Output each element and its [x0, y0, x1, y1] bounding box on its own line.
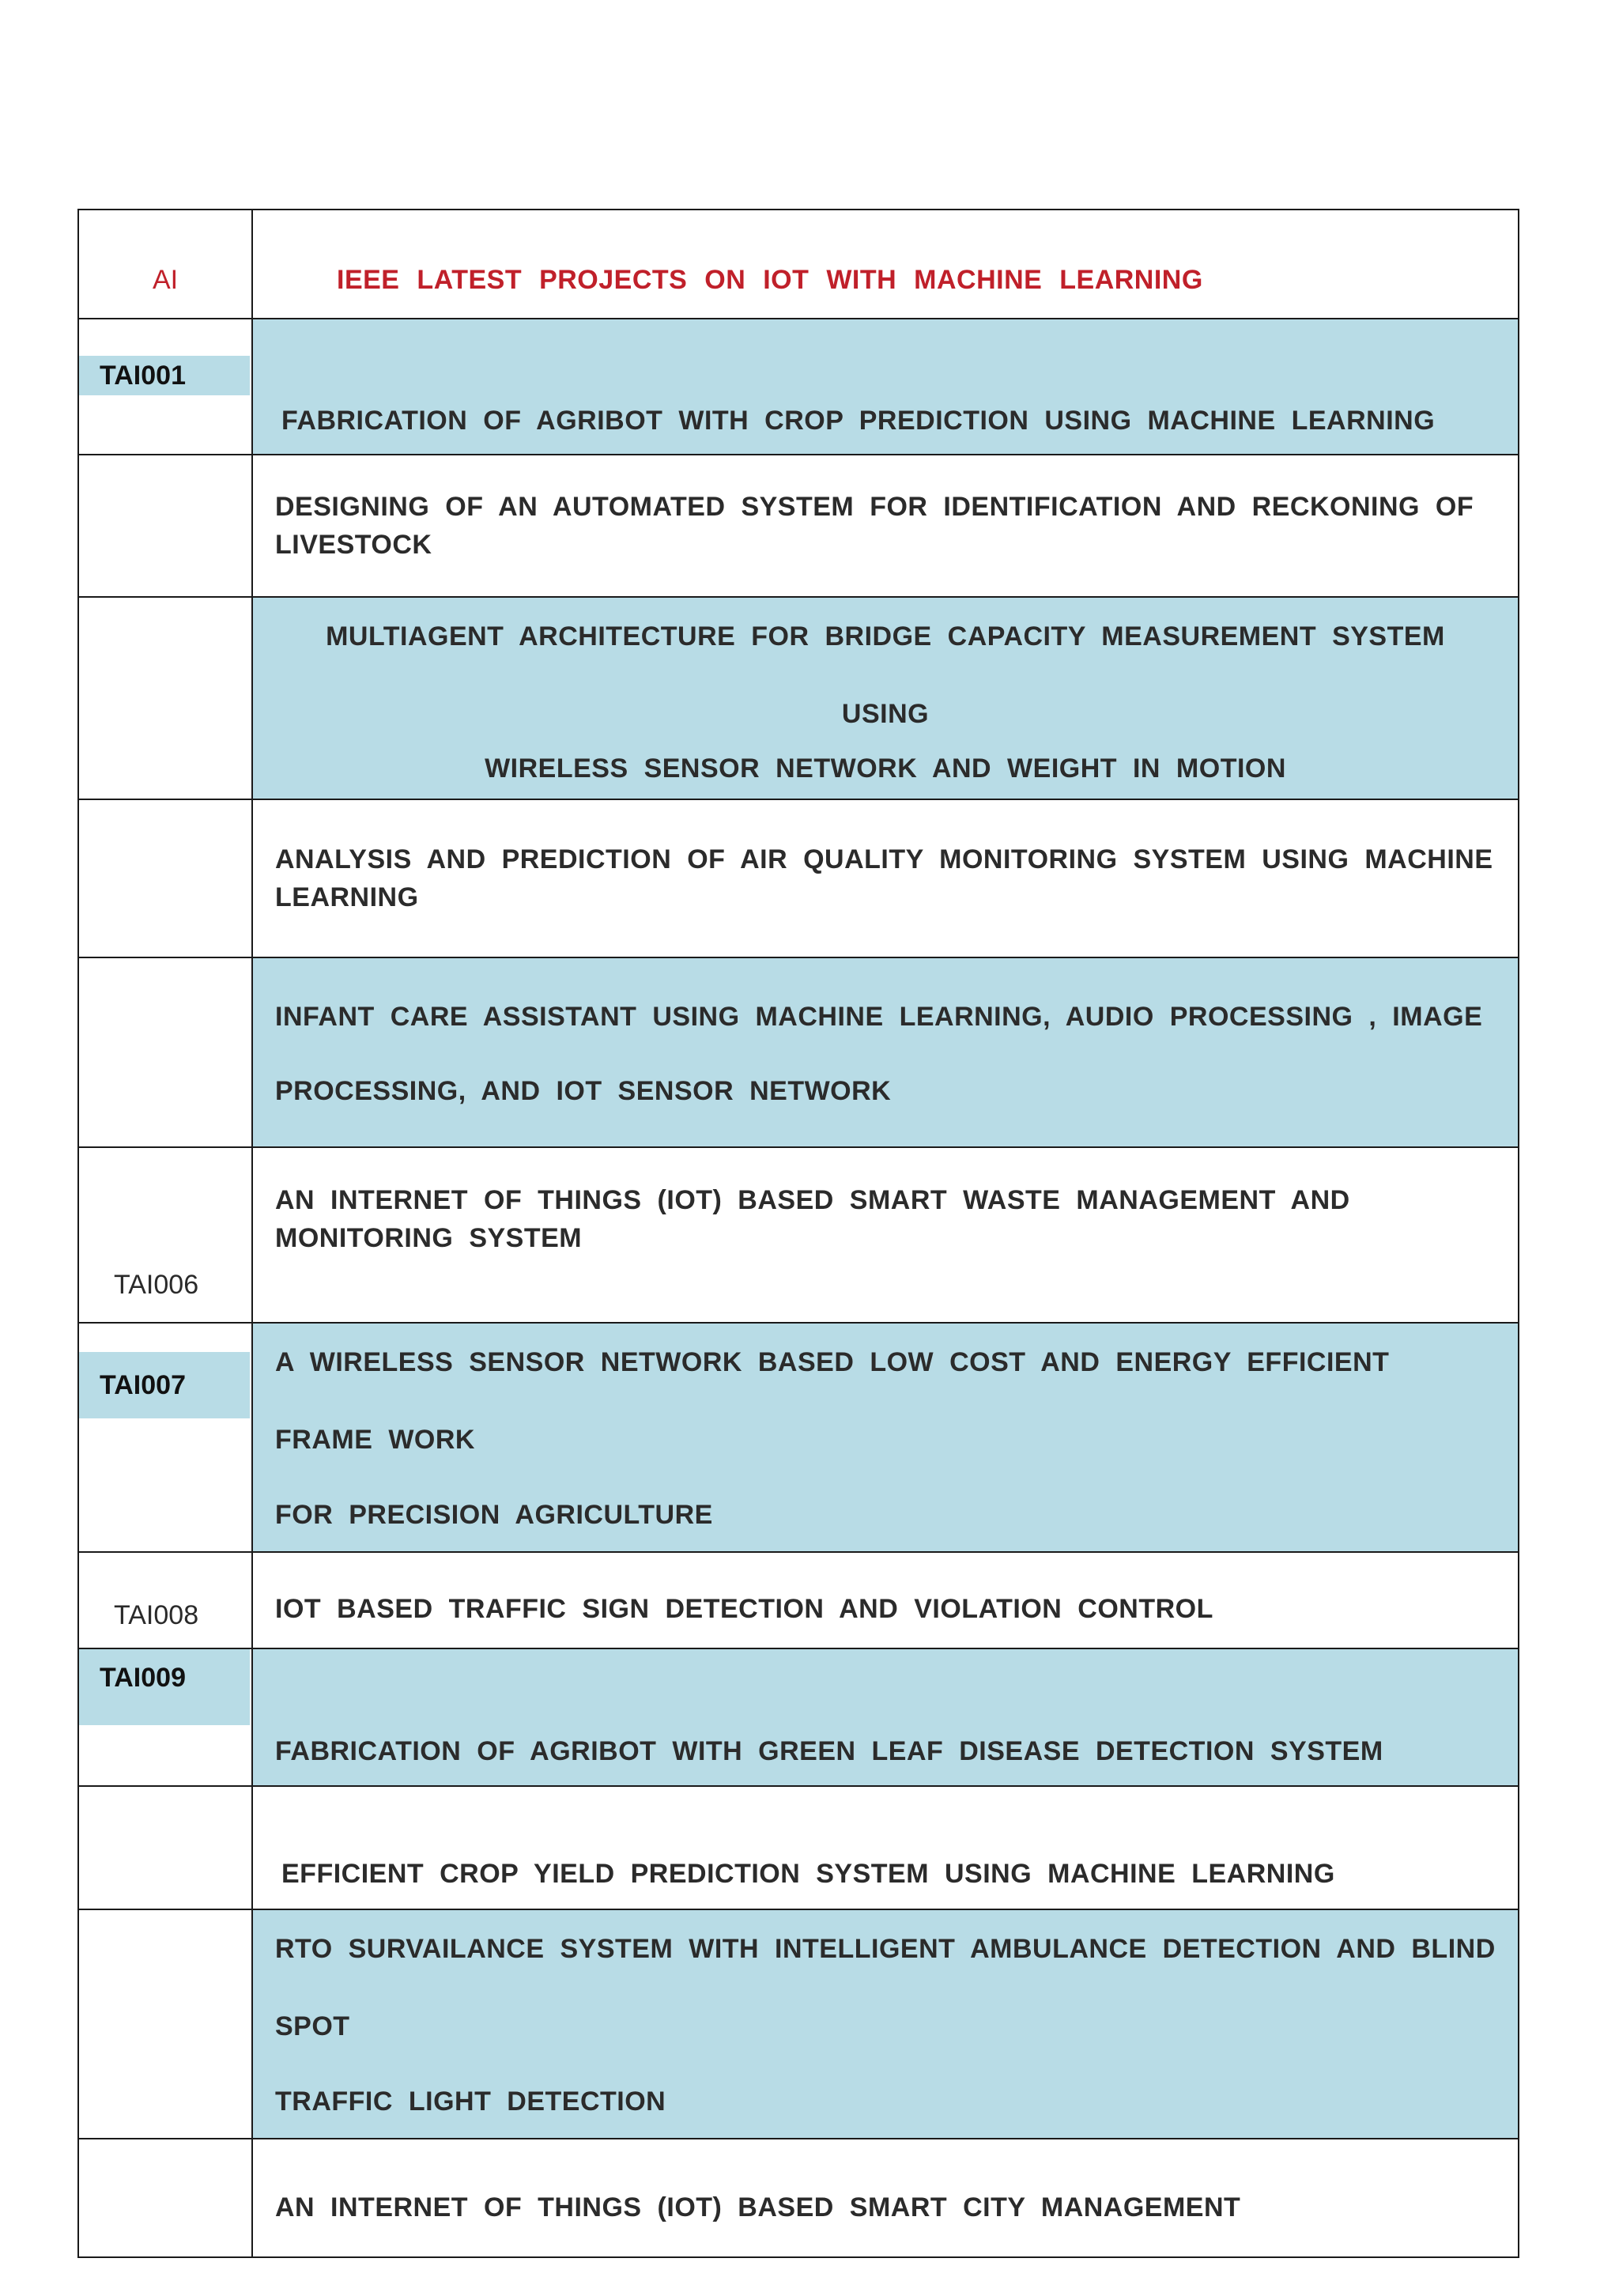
header-title-cell: [252, 210, 1519, 319]
project-id-cell: [78, 799, 252, 957]
table-row: [78, 455, 1519, 597]
project-id-cell: [78, 1147, 252, 1323]
header-category: AI: [152, 264, 179, 295]
project-id: TAI009: [79, 1649, 250, 1725]
project-title-line-1: MULTIAGENT ARCHITECTURE FOR BRIDGE CAPACITY MEASUREMENT SYSTEM USING: [326, 621, 1445, 729]
project-title-cell: [252, 2139, 1519, 2257]
header-title: IEEE LATEST PROJECTS ON IOT WITH MACHINE LEARNING: [337, 264, 1203, 295]
project-title-line-1: INFANT CARE ASSISTANT USING MACHINE LEARNING, AUDIO PROCESSING , IMAGE: [275, 1002, 1483, 1032]
project-title-line-1: A WIRELESS SENSOR NETWORK BASED LOW COST AND ENERGY EFFICIENT FRAME WORK: [275, 1347, 1390, 1455]
project-title: AN INTERNET OF THINGS (IOT) BASED SMART WASTE MANAGEMENT AND MONITORING SYSTEM: [275, 1185, 1350, 1253]
project-title-cell: [252, 319, 1519, 455]
project-title: EFFICIENT CROP YIELD PREDICTION SYSTEM USING MACHINE LEARNING: [281, 1859, 1335, 1889]
project-id-cell: [78, 455, 252, 597]
table-row: [78, 1786, 1519, 1909]
project-title-cell: [252, 1648, 1519, 1786]
project-title-line-2: WIRELESS SENSOR NETWORK AND WEIGHT IN MOTION: [485, 753, 1286, 784]
project-title-cell: [252, 455, 1519, 597]
table-row: [78, 1552, 1519, 1648]
project-title-line-2: TRAFFIC LIGHT DETECTION: [275, 2086, 666, 2117]
project-title: FABRICATION OF AGRIBOT WITH CROP PREDICTION USING MACHINE LEARNING: [281, 406, 1436, 436]
table-row: [78, 1648, 1519, 1786]
project-title-cell: [252, 1323, 1519, 1552]
table-row: [78, 2139, 1519, 2257]
project-title: ANALYSIS AND PREDICTION OF AIR QUALITY MONITORING SYSTEM USING MACHINE LEARNING: [275, 844, 1493, 912]
project-id-cell: [78, 957, 252, 1147]
header-category-cell: [78, 210, 252, 319]
project-id: TAI006: [114, 1270, 199, 1300]
table-row: [78, 1909, 1519, 2139]
project-title: IOT BASED TRAFFIC SIGN DETECTION AND VIOLATION CONTROL: [275, 1594, 1213, 1624]
project-title-cell: [252, 1552, 1519, 1648]
project-id-cell: [78, 319, 252, 455]
project-id-cell: [78, 1909, 252, 2139]
table-row: [78, 1147, 1519, 1323]
project-id: TAI007: [79, 1352, 250, 1418]
table-row: [78, 597, 1519, 799]
table-row: [78, 957, 1519, 1147]
project-title-cell: [252, 1147, 1519, 1323]
project-id-cell: [78, 1323, 252, 1552]
project-title-line-1: RTO SURVAILANCE SYSTEM WITH INTELLIGENT AMBULANCE DETECTION AND BLIND SPOT: [275, 1934, 1496, 2041]
project-id-cell: [78, 597, 252, 799]
project-title: DESIGNING OF AN AUTOMATED SYSTEM FOR IDENTIFICATION AND RECKONING OF LIVESTOCK: [275, 492, 1474, 560]
project-id-cell: [78, 1552, 252, 1648]
project-id: TAI001: [79, 356, 250, 395]
project-id-cell: [78, 2139, 252, 2257]
project-id-cell: [78, 1786, 252, 1909]
project-title: FABRICATION OF AGRIBOT WITH GREEN LEAF DISEASE DETECTION SYSTEM: [275, 1736, 1383, 1766]
project-title-cell: [252, 957, 1519, 1147]
project-title: AN INTERNET OF THINGS (IOT) BASED SMART CITY MANAGEMENT: [275, 2192, 1241, 2222]
table-row: [78, 799, 1519, 957]
project-title-cell: [252, 799, 1519, 957]
table-row: [78, 319, 1519, 455]
project-title-line-2: PROCESSING, AND IOT SENSOR NETWORK: [275, 1076, 892, 1106]
project-title-cell: [252, 597, 1519, 799]
project-id-cell: [78, 1648, 252, 1786]
project-title-line-2: FOR PRECISION AGRICULTURE: [275, 1500, 713, 1530]
table-row: [78, 1323, 1519, 1552]
project-title-cell: [252, 1909, 1519, 2139]
table-header-row: [78, 210, 1519, 319]
projects-table: [77, 209, 1519, 2258]
project-id: TAI008: [114, 1600, 199, 1630]
project-title-cell: [252, 1786, 1519, 1909]
